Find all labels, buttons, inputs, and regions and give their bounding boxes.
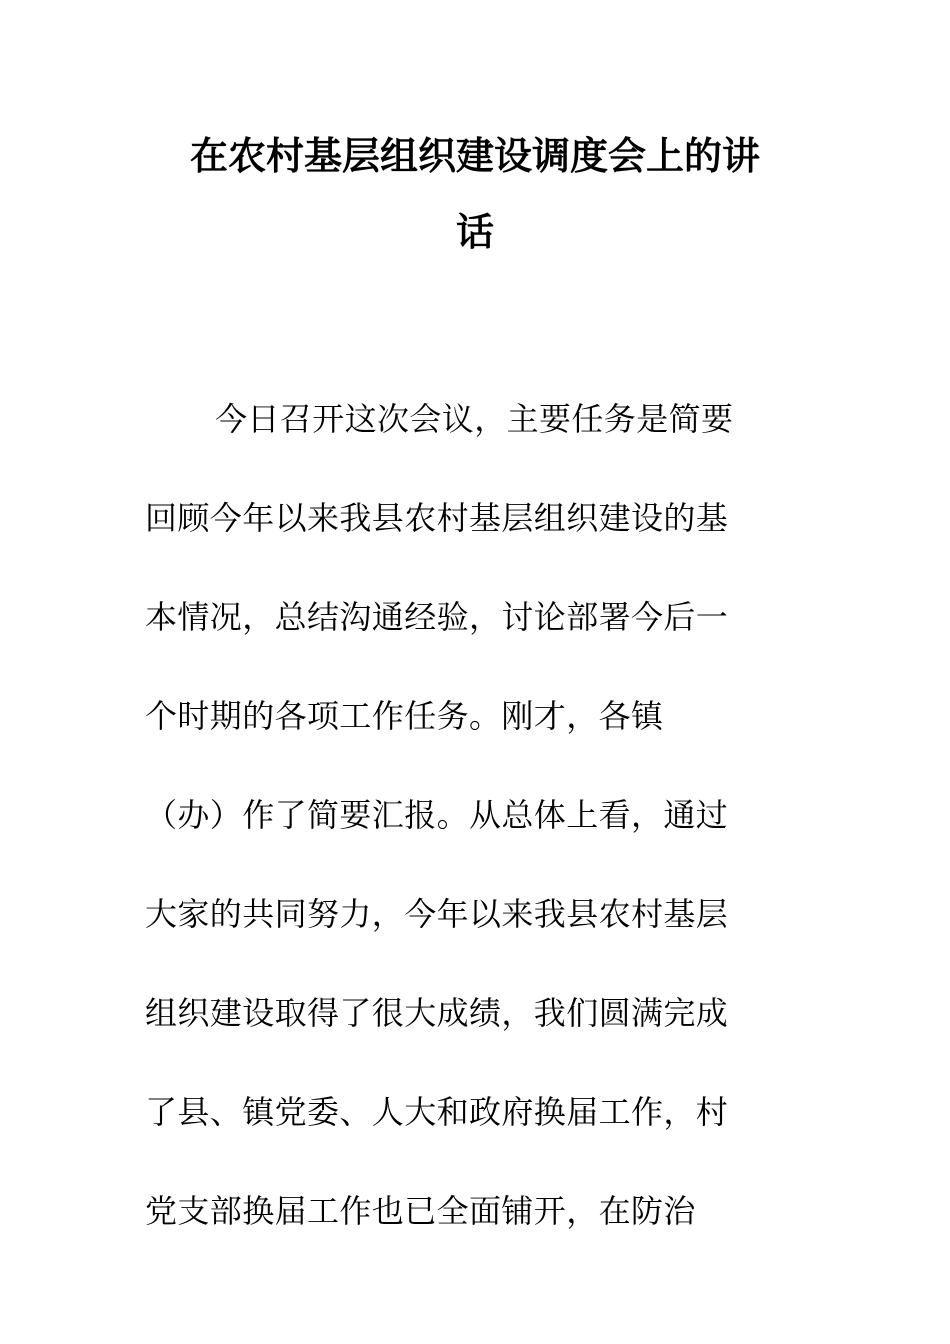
body-line-2: 回顾今年以来我县农村基层组织建设的基 (145, 499, 729, 537)
body-line-9: 党支部换届工作也已全面铺开，在防治 (145, 1192, 696, 1230)
document-title (145, 118, 805, 270)
body-line-8: 了县、镇党委、人大和政府换届工作，村 (145, 1093, 729, 1131)
body-line-3: 本情况，总结沟通经验，讨论部署今后一 (145, 598, 729, 636)
title-line-1: 在农村基层组织建设调度会上的讲 (189, 134, 760, 178)
body-line-7: 组织建设取得了很大成绩，我们圆满完成 (145, 994, 729, 1032)
body-line-4: 个时期的各项工作任务。刚才，各镇 (145, 697, 664, 735)
body-line-5: （办）作了简要汇报。从总体上看，通过 (145, 796, 729, 834)
document-body (145, 370, 785, 1261)
body-line-1: 今日召开这次会议，主要任务是简要 (215, 400, 734, 438)
body-line-6: 大家的共同努力，今年以来我县农村基层 (145, 895, 729, 933)
title-line-2: 话 (455, 210, 494, 254)
